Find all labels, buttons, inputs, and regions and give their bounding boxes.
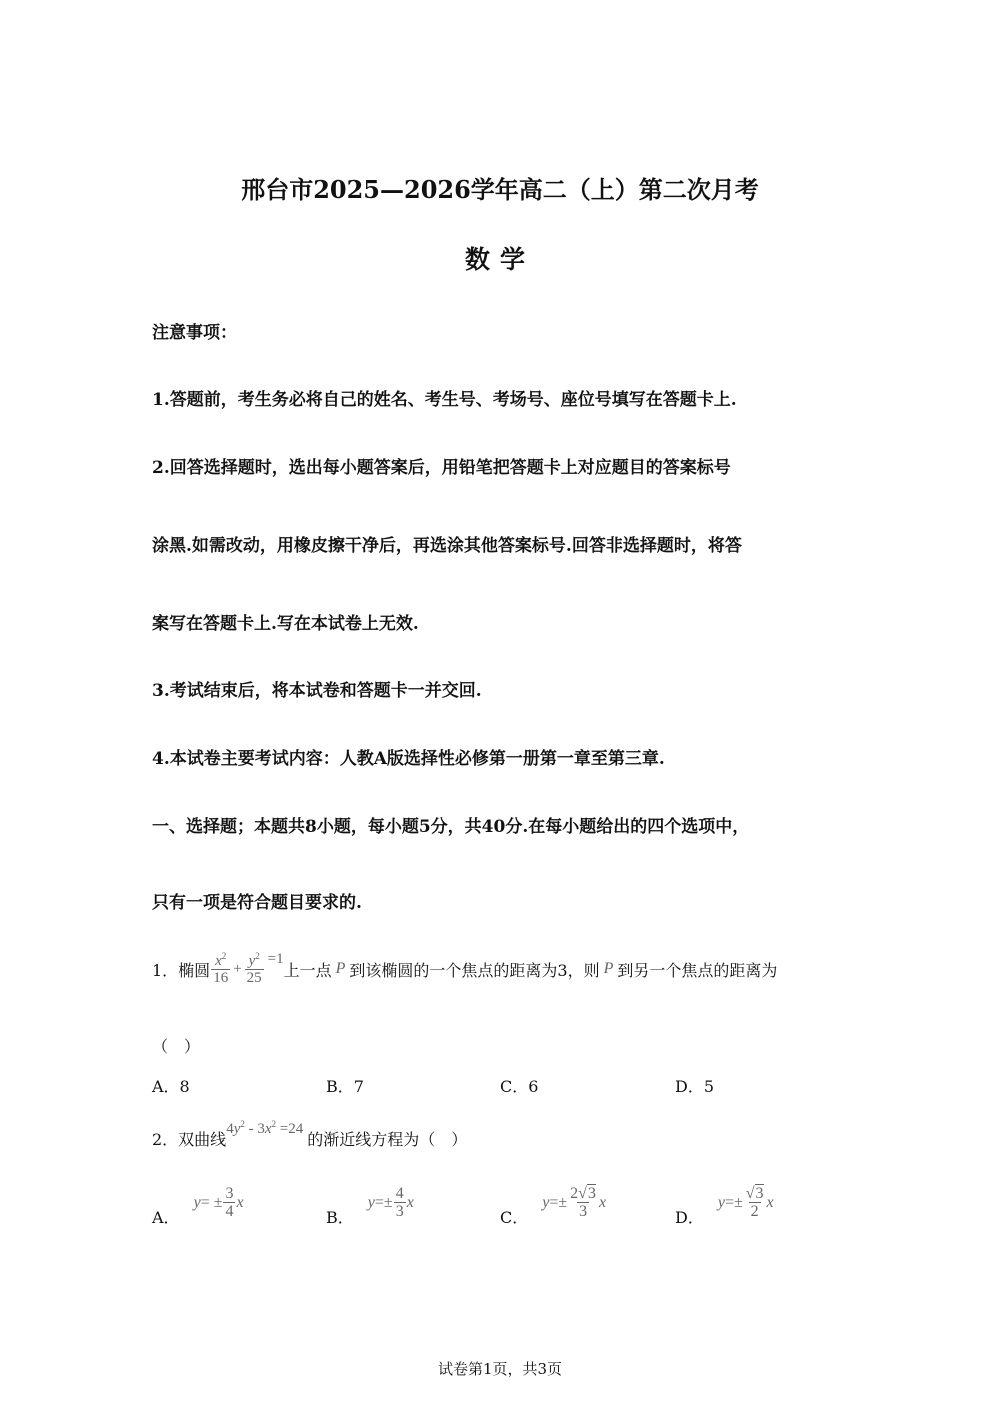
ellipse-formula: $\frac{x^2}{16}$ + $\frac{y^2}{25}$ =1 — [213, 950, 284, 986]
hyperbola-formula: $4y^2 - 3x^2 =24$ — [226, 1119, 304, 1137]
q2-option-c: C． y =± $\frac{2√3}{3}$ x — [500, 1185, 607, 1227]
q2-option-b: B． y =± $\frac{4}{3}$ x — [326, 1185, 414, 1227]
subject-title: 数学 — [464, 245, 535, 274]
question-1-bracket: （ ） — [152, 1037, 201, 1056]
q2-option-d: D． y =± $\frac{√3}{2}$ x — [675, 1185, 774, 1227]
q1-option-a: A．8 — [152, 1077, 190, 1096]
page-footer: 试卷第1页，共3页 — [437, 1360, 563, 1378]
point-p-2: P — [603, 960, 614, 977]
section-1-line-2: 只有一项是符合题目要求的. — [152, 893, 362, 913]
question-1-prefix: 1．椭圆 — [152, 960, 211, 980]
q1-option-d: D．5 — [675, 1077, 715, 1096]
notice-item-3: 3.考试结束后，将本试卷和答题卡一并交回. — [152, 681, 482, 701]
q1-option-c: C．6 — [500, 1077, 539, 1096]
notice-item-2-line-2: 涂黑.如需改动，用橡皮擦干净后，再选涂其他答案标号.回答非选择题时，将答 — [152, 536, 742, 556]
question-2: 2．双曲线 $4y^2 - 3x^2 =24$ 的渐近线方程为（ ） — [152, 1119, 468, 1149]
exam-title: 邢台市2025—2026学年高二（上）第二次月考 — [241, 175, 759, 204]
question-1: 1．椭圆 $\frac{x^2}{16}$ + $\frac{y^2}{25}$ =1 上一点 P 到该椭圆的一个焦点的距离为3，则 P 到另一个焦点的距离为 — [152, 950, 778, 986]
notice-item-2-line-1: 2.回答选择题时，选出每小题答案后，用铅笔把答题卡上对应题目的答案标号 — [152, 458, 731, 478]
point-p-1: P — [335, 960, 346, 977]
notice-item-1: 1.答题前，考生务必将自己的姓名、考生号、考场号、座位号填写在答题卡上. — [152, 390, 737, 410]
notice-item-4: 4.本试卷主要考试内容：人教A版选择性必修第一册第一章至第三章. — [152, 749, 665, 769]
q1-option-b: B．7 — [326, 1077, 364, 1096]
question-2-prefix: 2．双曲线 — [152, 1130, 227, 1149]
section-1-line-1: 一、选择题；本题共8小题，每小题5分，共40分.在每小题给出的四个选项中， — [152, 817, 750, 837]
notice-item-2-line-3: 案写在答题卡上.写在本试卷上无效. — [152, 614, 419, 634]
notice-heading: 注意事项： — [152, 323, 237, 343]
q2-option-a: A． y = ± $\frac{3}{4}$ x — [152, 1185, 244, 1227]
